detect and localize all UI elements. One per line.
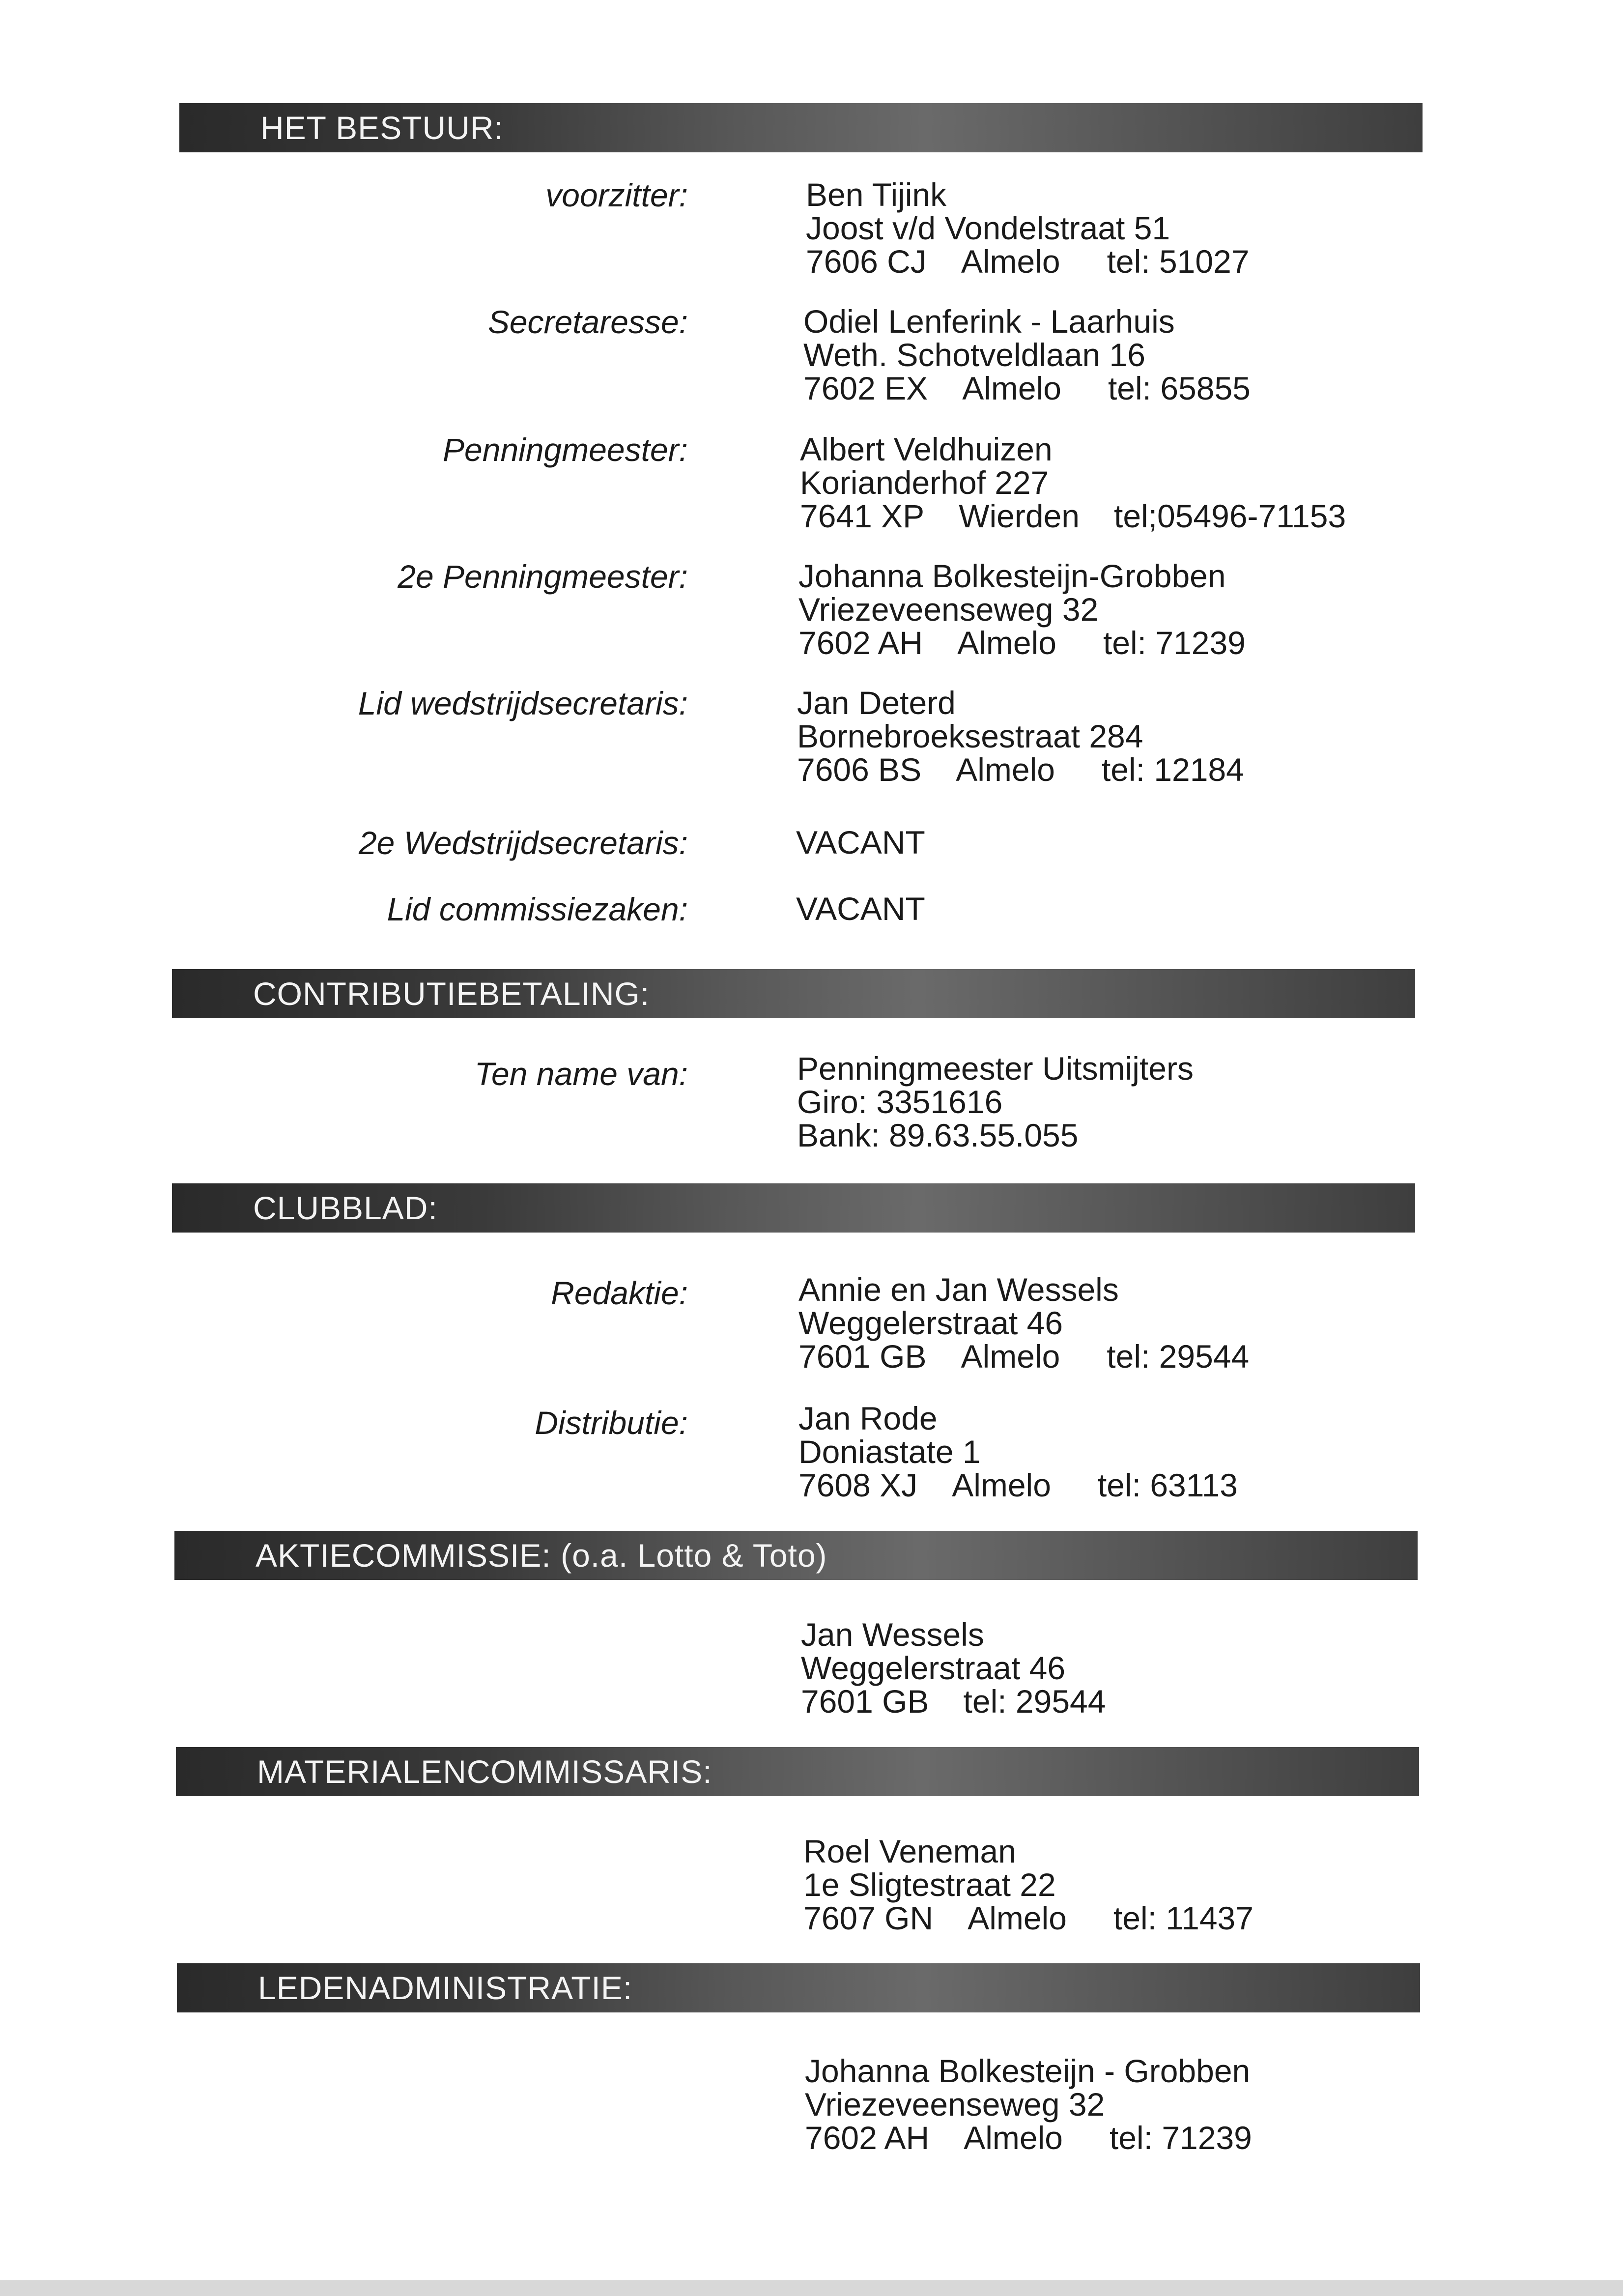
contact-city: Almelo xyxy=(957,625,1056,661)
section-header-aktiecommissie: AKTIECOMMISSIE: (o.a. Lotto & Toto) xyxy=(174,1531,1418,1580)
scan-bottom-edge xyxy=(0,2280,1623,2296)
contact-city-line xyxy=(798,1468,1238,1502)
value-2e-wedstrijdsecretaris xyxy=(796,826,925,859)
contact-name: Albert Veldhuizen xyxy=(800,431,1053,467)
contact-city: Almelo xyxy=(956,751,1055,788)
contact-name: Jan Wessels xyxy=(801,1616,984,1653)
contact-city-line xyxy=(797,753,1244,786)
contact-postcode: 7602 EX xyxy=(803,370,928,406)
contact-postcode: 7608 XJ xyxy=(798,1467,918,1503)
contact-city-line xyxy=(800,499,1346,533)
contact-materialen xyxy=(803,1835,1253,1935)
contact-tel: tel;05496-71153 xyxy=(1113,498,1346,534)
contact-aktiecommissie xyxy=(801,1618,1106,1718)
contact-ledenadministratie xyxy=(805,2054,1252,2154)
role-ten-name-van: Ten name van: xyxy=(474,1056,688,1092)
contact-street: 1e Sligtestraat 22 xyxy=(803,1866,1056,1903)
section-header-clubblad: CLUBBLAD: xyxy=(172,1183,1415,1233)
contact-street: Vriezeveenseweg 32 xyxy=(798,591,1099,628)
contact-secretaresse xyxy=(803,305,1251,405)
contact-distributie xyxy=(798,1402,1238,1502)
contact-city-line xyxy=(806,245,1250,278)
contact-name: Annie en Jan Wessels xyxy=(798,1271,1119,1308)
value-lid-commissiezaken xyxy=(796,892,925,925)
role-2e-penningmeester: 2e Penningmeester: xyxy=(398,558,688,595)
contact-voorzitter xyxy=(806,178,1250,278)
section-header-materialen: MATERIALENCOMMISSARIS: xyxy=(176,1747,1419,1796)
payment-bank: Bank: 89.63.55.055 xyxy=(797,1117,1079,1153)
contact-tel: tel: 71239 xyxy=(1109,2120,1252,2156)
contact-wedstrijdsecretaris xyxy=(797,686,1244,786)
section-header-bestuur: HET BESTUUR: xyxy=(179,103,1423,152)
role-distributie: Distributie: xyxy=(535,1405,688,1441)
contact-name: Ben Tijink xyxy=(806,176,947,213)
contact-tel: tel: 71239 xyxy=(1103,625,1246,661)
contact-redaktie xyxy=(798,1273,1249,1373)
contact-city-line xyxy=(805,2121,1252,2154)
contact-city: Almelo xyxy=(962,370,1061,406)
contact-street: Korianderhof 227 xyxy=(800,464,1049,501)
contact-city-line xyxy=(801,1685,1106,1718)
contact-city: Almelo xyxy=(964,2120,1063,2156)
contact-name: Jan Deterd xyxy=(797,685,956,721)
contact-postcode: 7602 AH xyxy=(798,625,923,661)
contact-penningmeester xyxy=(800,432,1346,533)
contact-postcode: 7602 AH xyxy=(805,2120,930,2156)
role-secretaresse: Secretaresse: xyxy=(487,304,688,340)
contact-postcode: 7641 XP xyxy=(800,498,925,534)
contact-city-line xyxy=(803,1901,1253,1935)
vacant-label: VACANT xyxy=(796,890,925,927)
contact-name: Odiel Lenferink - Laarhuis xyxy=(803,303,1175,340)
role-penningmeester: Penningmeester: xyxy=(443,431,688,468)
payment-account-holder: Penningmeester Uitsmijters xyxy=(797,1050,1194,1087)
contact-2e-penningmeester xyxy=(798,559,1246,660)
contact-city: Wierden xyxy=(959,498,1080,534)
contact-name: Johanna Bolkesteijn - Grobben xyxy=(805,2053,1251,2089)
contact-name: Roel Veneman xyxy=(803,1833,1016,1869)
contact-street: Joost v/d Vondelstraat 51 xyxy=(806,210,1170,246)
contact-tel: tel: 29544 xyxy=(1107,1338,1250,1375)
contact-tel: tel: 51027 xyxy=(1107,243,1250,280)
vacant-label: VACANT xyxy=(796,824,925,861)
contact-city: Almelo xyxy=(961,1338,1060,1375)
contact-street: Weggelerstraat 46 xyxy=(801,1650,1066,1686)
contact-street: Vriezeveenseweg 32 xyxy=(805,2086,1105,2123)
contact-postcode: 7601 GB xyxy=(801,1683,929,1720)
section-header-ledenadministratie: LEDENADMINISTRATIE: xyxy=(177,1963,1420,2012)
contact-street: Doniastate 1 xyxy=(798,1434,981,1470)
contact-postcode: 7601 GB xyxy=(798,1338,927,1375)
contact-tel: tel: 65855 xyxy=(1108,370,1251,406)
contact-name: Jan Rode xyxy=(798,1400,938,1436)
contact-tel: tel: 12184 xyxy=(1101,751,1244,788)
contact-street: Weggelerstraat 46 xyxy=(798,1305,1063,1341)
contact-tel: tel: 29544 xyxy=(963,1683,1106,1720)
contact-city-line xyxy=(798,1340,1249,1373)
contact-street: Weth. Schotveldlaan 16 xyxy=(803,337,1145,373)
contact-postcode: 7606 BS xyxy=(797,751,922,788)
section-header-contributie: CONTRIBUTIEBETALING: xyxy=(172,969,1415,1018)
contact-street: Bornebroeksestraat 284 xyxy=(797,718,1143,754)
contact-city: Almelo xyxy=(968,1900,1067,1936)
contact-city: Almelo xyxy=(961,243,1060,280)
payment-giro: Giro: 3351616 xyxy=(797,1084,1003,1120)
payment-details xyxy=(797,1052,1194,1152)
contact-city-line xyxy=(798,626,1246,660)
role-lid-commissiezaken: Lid commissiezaken: xyxy=(387,891,688,927)
role-2e-wedstrijdsecretaris: 2e Wedstrijdsecretaris: xyxy=(358,825,688,861)
contact-city-line xyxy=(803,372,1251,405)
role-voorzitter: voorzitter: xyxy=(545,177,688,213)
contact-tel: tel: 63113 xyxy=(1097,1467,1238,1503)
role-redaktie: Redaktie: xyxy=(551,1275,688,1311)
contact-tel: tel: 11437 xyxy=(1113,1900,1253,1936)
contact-city: Almelo xyxy=(952,1467,1051,1503)
contact-name: Johanna Bolkesteijn-Grobben xyxy=(798,558,1226,594)
contact-postcode: 7607 GN xyxy=(803,1900,934,1936)
role-lid-wedstrijdsecretaris: Lid wedstrijdsecretaris: xyxy=(358,685,688,721)
contact-postcode: 7606 CJ xyxy=(806,243,927,280)
